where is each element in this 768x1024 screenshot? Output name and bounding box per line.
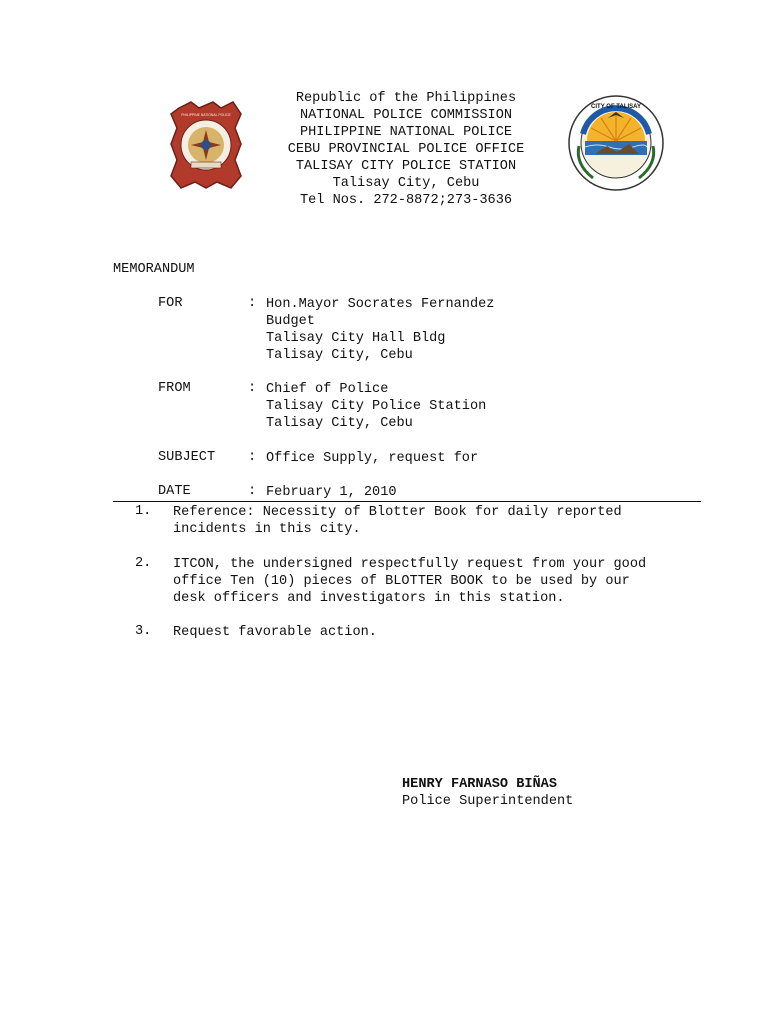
body-item-3 [173, 624, 377, 641]
date-value: February 1, 2010 [266, 485, 397, 500]
item-line: office Ten (10) pieces of BLOTTER BOOK to be used by our [173, 574, 630, 589]
from-label: FROM [158, 381, 191, 396]
signatory-name: HENRY FARNASO BIÑAS [402, 777, 557, 792]
for-line: Talisay City Hall Bldg [266, 331, 446, 346]
body-item-2 [173, 556, 646, 607]
for-line: Budget [266, 314, 315, 329]
pnp-seal-logo [169, 100, 243, 190]
pnp-seal-text: PHILIPPINE NATIONAL POLICE [181, 113, 231, 117]
letterhead-line: Tel Nos. 272-8872;273-3636 [299, 193, 513, 208]
item-line: desk officers and investigators in this station. [173, 591, 565, 606]
letterhead-line: Talisay City, Cebu [332, 176, 480, 191]
from-line: Talisay City Police Station [266, 399, 487, 414]
letterhead-line: TALISAY CITY POLICE STATION [295, 159, 517, 174]
letterhead-line: Republic of the Philippines [295, 91, 517, 106]
for-colon: : [248, 296, 257, 311]
memorandum-label: MEMORANDUM [113, 262, 195, 277]
subject-value: Office Supply, request for [266, 451, 479, 466]
item-line: Request favorable action. [173, 625, 377, 640]
from-line: Chief of Police [266, 382, 389, 397]
letterhead [250, 90, 562, 209]
item-line: Reference: Necessity of Blotter Book for daily reported [173, 505, 622, 520]
item-number: 2. [135, 556, 152, 571]
for-label: FOR [158, 296, 183, 311]
from-colon: : [248, 381, 257, 396]
pnp-seal-icon [169, 100, 243, 190]
city-of-talisay-seal-icon [567, 94, 665, 192]
talisay-seal-text: CITY OF TALISAY [591, 104, 641, 110]
for-line: Hon.Mayor Socrates Fernandez [266, 297, 495, 312]
from-line: Talisay City, Cebu [266, 416, 413, 431]
item-line: ITCON, the undersigned respectfully request from your good [173, 557, 647, 572]
from-sender [266, 381, 486, 432]
talisay-seal-logo [567, 94, 665, 192]
body-item-1 [173, 504, 622, 538]
subject-colon: : [248, 450, 257, 465]
item-number: 3. [135, 624, 152, 639]
date-label: DATE [158, 484, 191, 499]
signatory-title: Police Superintendent [402, 794, 574, 809]
for-line: Talisay City, Cebu [266, 348, 413, 363]
subject-label: SUBJECT [158, 450, 216, 465]
letterhead-line: CEBU PROVINCIAL POLICE OFFICE [287, 142, 525, 157]
header-divider [113, 501, 701, 502]
item-line: incidents in this city. [173, 522, 361, 537]
letterhead-line: NATIONAL POLICE COMMISSION [299, 108, 513, 123]
for-addressee [266, 296, 494, 364]
date-colon: : [248, 484, 257, 499]
item-number: 1. [135, 504, 152, 519]
letterhead-line: PHILIPPINE NATIONAL POLICE [299, 125, 513, 140]
